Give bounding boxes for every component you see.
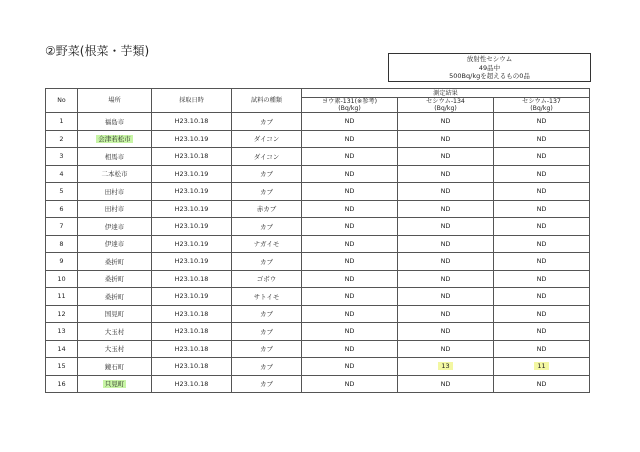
table-row	[46, 130, 590, 148]
table-row	[46, 340, 590, 358]
cell-type: カブ	[232, 323, 302, 341]
header-cs134-label: セシウム-134	[426, 98, 465, 105]
cell-cs137: ND	[494, 148, 590, 166]
cell-cs137: ND	[494, 340, 590, 358]
cell-i131: ND	[302, 148, 398, 166]
cell-place: 伊達市	[78, 235, 152, 253]
header-i131-label: ヨウ素-131(※参考)	[322, 98, 377, 105]
highlighted-value: 11	[534, 362, 548, 370]
cell-i131: ND	[302, 323, 398, 341]
table-row	[46, 375, 590, 393]
cell-cs134: ND	[398, 200, 494, 218]
cell-cs137: ND	[494, 235, 590, 253]
header-cs137-label: セシウム-137	[522, 98, 561, 105]
cell-place: 田村市	[78, 200, 152, 218]
cell-no: 1	[46, 113, 78, 131]
cell-i131: ND	[302, 375, 398, 393]
cell-no: 3	[46, 148, 78, 166]
header-cs137	[494, 98, 590, 113]
cell-cs137: ND	[494, 200, 590, 218]
cell-date: H23.10.19	[152, 218, 232, 236]
header-measurement-group: 測定結果	[302, 89, 590, 98]
cell-place: 伊達市	[78, 218, 152, 236]
cell-i131: ND	[302, 165, 398, 183]
cell-no: 5	[46, 183, 78, 201]
cell-type: カブ	[232, 113, 302, 131]
cell-type: カブ	[232, 218, 302, 236]
cell-date: H23.10.18	[152, 148, 232, 166]
table-row	[46, 270, 590, 288]
cell-cs137: ND	[494, 288, 590, 306]
highlighted-place: 只見町	[104, 380, 125, 389]
cell-place: 桑折町	[78, 288, 152, 306]
cell-cs134: ND	[398, 183, 494, 201]
cell-no: 12	[46, 305, 78, 323]
cell-date: H23.10.19	[152, 183, 232, 201]
cell-date: H23.10.18	[152, 340, 232, 358]
cell-no: 8	[46, 235, 78, 253]
cell-type: ナガイモ	[232, 235, 302, 253]
cell-cs134: ND	[398, 165, 494, 183]
cell-type: ゴボウ	[232, 270, 302, 288]
cell-place: 鏡石町	[78, 358, 152, 376]
cell-cs134: ND	[398, 253, 494, 271]
cell-i131: ND	[302, 340, 398, 358]
cell-date: H23.10.18	[152, 358, 232, 376]
highlighted-value: 13	[438, 362, 452, 370]
cell-cs137: ND	[494, 270, 590, 288]
table-row	[46, 288, 590, 306]
cell-i131: ND	[302, 183, 398, 201]
cell-no: 10	[46, 270, 78, 288]
cell-i131: ND	[302, 253, 398, 271]
cell-no: 11	[46, 288, 78, 306]
cell-i131: ND	[302, 288, 398, 306]
cell-date: H23.10.18	[152, 375, 232, 393]
summary-box	[388, 53, 591, 82]
cell-cs137: ND	[494, 165, 590, 183]
cell-date: H23.10.18	[152, 270, 232, 288]
summary-line-2: 49品中	[478, 63, 501, 72]
cell-cs134: ND	[398, 323, 494, 341]
cell-i131: ND	[302, 235, 398, 253]
cell-date: H23.10.19	[152, 235, 232, 253]
cell-type: サトイモ	[232, 288, 302, 306]
cell-cs134: ND	[398, 235, 494, 253]
cell-date: H23.10.18	[152, 113, 232, 131]
cell-type: カブ	[232, 183, 302, 201]
table-row	[46, 323, 590, 341]
cell-i131: ND	[302, 130, 398, 148]
cell-cs134: ND	[398, 340, 494, 358]
cell-i131: ND	[302, 305, 398, 323]
cell-type: 赤カブ	[232, 200, 302, 218]
page-title: ②野菜(根菜・芋類)	[45, 44, 150, 58]
cell-type: カブ	[232, 253, 302, 271]
cell-cs134: ND	[398, 113, 494, 131]
table-row	[46, 235, 590, 253]
cell-i131: ND	[302, 218, 398, 236]
cell-place: 相馬市	[78, 148, 152, 166]
cell-cs134: ND	[398, 130, 494, 148]
cell-cs137: ND	[494, 183, 590, 201]
cell-date: H23.10.19	[152, 130, 232, 148]
cell-i131: ND	[302, 200, 398, 218]
cell-date: H23.10.19	[152, 165, 232, 183]
cell-cs134: ND	[398, 375, 494, 393]
table-row	[46, 183, 590, 201]
cell-no: 7	[46, 218, 78, 236]
summary-line-1: 放射性セシウム	[466, 55, 513, 63]
cell-cs137: ND	[494, 130, 590, 148]
cell-cs134: ND	[398, 218, 494, 236]
cell-place	[78, 130, 152, 148]
cell-type: カブ	[232, 375, 302, 393]
cell-cs137: ND	[494, 323, 590, 341]
cell-place: 田村市	[78, 183, 152, 201]
header-cs137-unit: (Bq/kg)	[530, 105, 553, 112]
cell-no: 6	[46, 200, 78, 218]
cell-no: 14	[46, 340, 78, 358]
cell-cs134: ND	[398, 305, 494, 323]
cell-date: H23.10.18	[152, 323, 232, 341]
cell-place: 福島市	[78, 113, 152, 131]
header-i131-unit: (Bq/kg)	[338, 105, 361, 112]
cell-i131: ND	[302, 270, 398, 288]
cell-type: カブ	[232, 358, 302, 376]
table-row	[46, 165, 590, 183]
header-type: 試料の種類	[232, 89, 302, 113]
cell-cs134	[398, 358, 494, 376]
table-row	[46, 148, 590, 166]
results-table	[45, 88, 590, 393]
cell-no: 9	[46, 253, 78, 271]
cell-cs134: ND	[398, 270, 494, 288]
cell-cs137	[494, 358, 590, 376]
cell-place: 国見町	[78, 305, 152, 323]
cell-date: H23.10.19	[152, 200, 232, 218]
cell-type: カブ	[232, 305, 302, 323]
table-row	[46, 113, 590, 131]
cell-cs137: ND	[494, 113, 590, 131]
header-cs134	[398, 98, 494, 113]
cell-place: 桑折町	[78, 253, 152, 271]
header-date: 採取日時	[152, 89, 232, 113]
header-i131	[302, 98, 398, 113]
cell-cs137: ND	[494, 218, 590, 236]
cell-place: 大玉村	[78, 340, 152, 358]
table-row	[46, 305, 590, 323]
cell-type: カブ	[232, 340, 302, 358]
cell-cs134: ND	[398, 288, 494, 306]
highlighted-place: 会津若松市	[98, 135, 131, 144]
cell-i131: ND	[302, 358, 398, 376]
table-row	[46, 200, 590, 218]
cell-place: 大玉村	[78, 323, 152, 341]
cell-place: 二本松市	[78, 165, 152, 183]
header-no: No	[46, 89, 78, 113]
cell-type: カブ	[232, 165, 302, 183]
cell-place: 桑折町	[78, 270, 152, 288]
cell-type: ダイコン	[232, 130, 302, 148]
header-place: 場所	[78, 89, 152, 113]
header-cs134-unit: (Bq/kg)	[434, 105, 457, 112]
table-row	[46, 358, 590, 376]
cell-place	[78, 375, 152, 393]
cell-no: 16	[46, 375, 78, 393]
table-row	[46, 253, 590, 271]
cell-no: 13	[46, 323, 78, 341]
cell-date: H23.10.19	[152, 253, 232, 271]
cell-date: H23.10.19	[152, 288, 232, 306]
cell-no: 15	[46, 358, 78, 376]
cell-cs137: ND	[494, 305, 590, 323]
cell-no: 4	[46, 165, 78, 183]
cell-cs137: ND	[494, 375, 590, 393]
cell-date: H23.10.18	[152, 305, 232, 323]
table-row	[46, 218, 590, 236]
cell-cs134: ND	[398, 148, 494, 166]
cell-no: 2	[46, 130, 78, 148]
cell-i131: ND	[302, 113, 398, 131]
cell-type: ダイコン	[232, 148, 302, 166]
summary-line-3: 500Bq/kgを超えるもの0品	[449, 72, 530, 80]
cell-cs137: ND	[494, 253, 590, 271]
